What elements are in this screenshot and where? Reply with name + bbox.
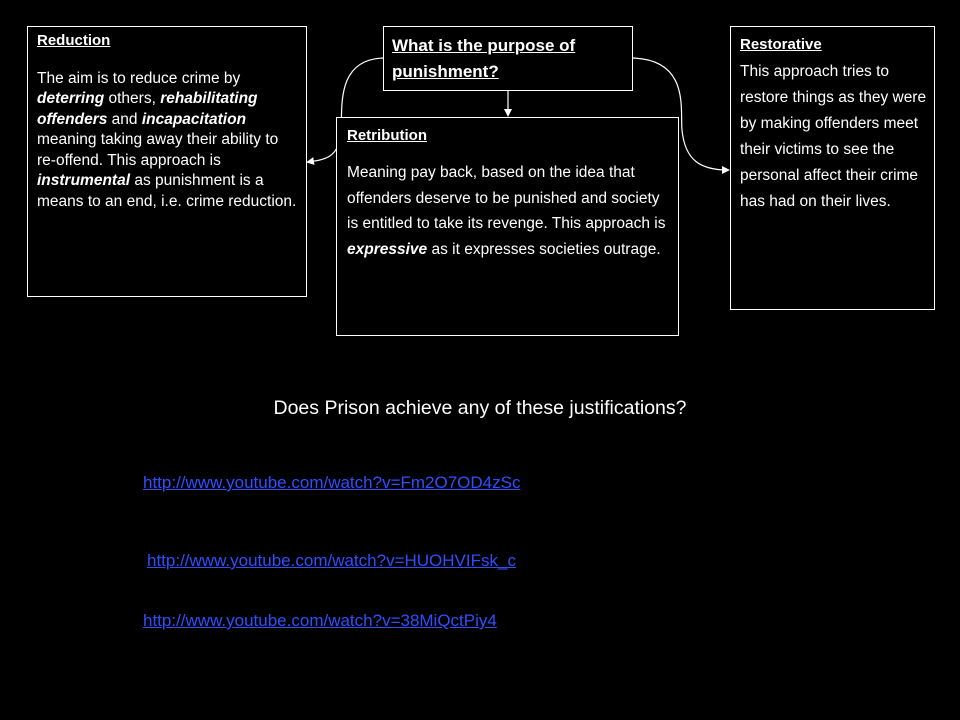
retribution-text-segment: Meaning pay back, based on the idea that offenders deserve to be punished and society is entitled to take its revenge. This approach is bbox=[347, 164, 666, 233]
retribution-title: Retribution bbox=[347, 127, 427, 144]
restorative-box bbox=[730, 26, 935, 310]
retribution-text-segment: as it expresses societies outrage. bbox=[427, 240, 661, 258]
restorative-title: Restorative bbox=[740, 36, 822, 53]
retribution-text bbox=[347, 160, 670, 262]
reduction-text-segment: others, bbox=[104, 90, 161, 108]
reduction-text-segment: as punishment is a means to an end, i.e. crime reduction. bbox=[37, 172, 297, 210]
restorative-text: This approach tries to restore things as they were by making offenders meet their victims to see the personal affect their crime has had on their lives. bbox=[740, 63, 927, 211]
reduction-text bbox=[37, 69, 298, 212]
reduction-box bbox=[27, 26, 307, 297]
reduction-title: Reduction bbox=[37, 32, 111, 49]
youtube-link-3[interactable]: http://www.youtube.com/watch?v=38MiQctPiy4 bbox=[143, 611, 497, 630]
youtube-link-1[interactable]: http://www.youtube.com/watch?v=Fm2O7OD4zSc bbox=[143, 473, 521, 492]
retribution-box bbox=[336, 117, 679, 336]
retribution-emphasis: expressive bbox=[347, 240, 428, 258]
reduction-emphasis: instrumental bbox=[37, 172, 131, 190]
reduction-emphasis: rehabilitating offenders bbox=[37, 90, 258, 128]
purpose-box bbox=[383, 26, 633, 91]
reduction-text-segment: The aim is to reduce crime by bbox=[37, 70, 241, 87]
reduction-text-segment: meaning taking away their ability to re-offend. This approach is bbox=[37, 131, 279, 169]
reduction-emphasis: deterring bbox=[37, 90, 105, 108]
reduction-emphasis: incapacitation bbox=[141, 110, 247, 128]
youtube-link-2[interactable]: http://www.youtube.com/watch?v=HUOHVIFsk_c bbox=[147, 551, 516, 570]
purpose-title: What is the purpose of punishment? bbox=[392, 36, 576, 82]
question-text: Does Prison achieve any of these justifications? bbox=[273, 397, 687, 419]
reduction-text-segment: and bbox=[107, 110, 142, 128]
